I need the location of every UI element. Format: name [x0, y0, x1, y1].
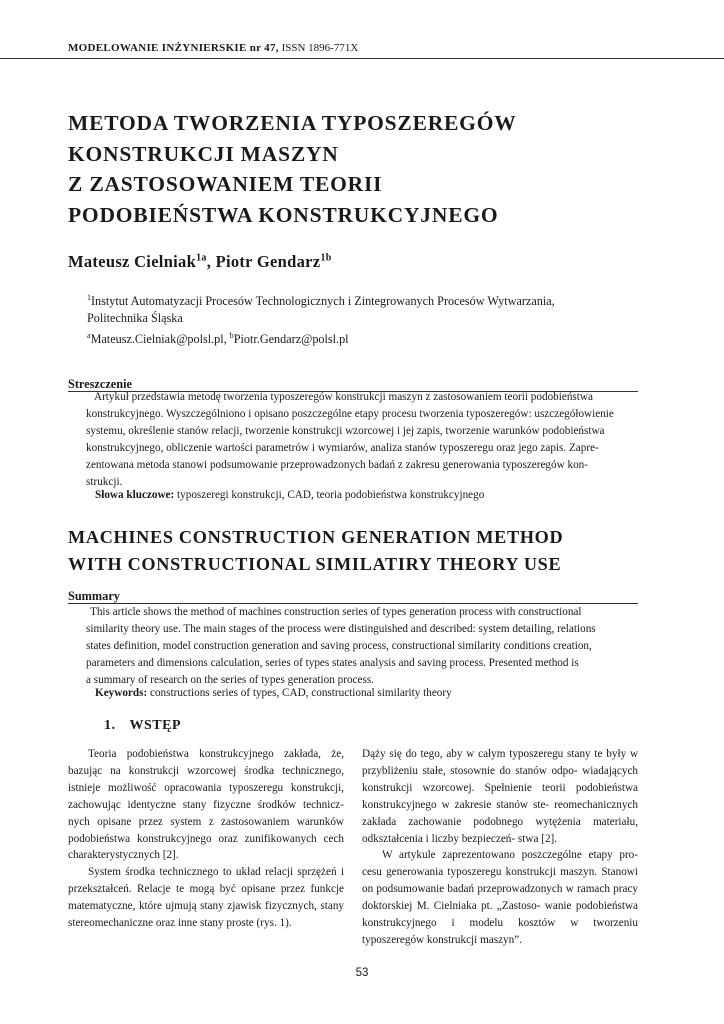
- text-line: w tworzeniu typoszeregów konstrukcji maszyn”.: [362, 917, 638, 946]
- page-number: 53: [355, 967, 369, 979]
- keywords-text: typoszeregi konstrukcji, CAD, teoria podobieństwa konstrukcyjnego: [174, 489, 485, 501]
- affiliation-mark: 1: [87, 293, 91, 302]
- paragraph: [68, 746, 344, 864]
- text-line: bazując na konstrukcji wzorcowej środka technicznego,: [68, 764, 344, 777]
- abstract-line: konstrukcyjnego. Wyszczególniono i opisano poszczególne etapy procesu tworzenia typoszeregów: uszczegółowienie: [86, 408, 614, 420]
- author-separator: ,: [206, 252, 216, 271]
- text-line: W artykule zaprezentowano poszczególne etapy pro-: [382, 849, 638, 862]
- journal-header: [68, 42, 358, 54]
- author-email[interactable]: Mateusz.Cielniak@polsl.pl,: [90, 332, 230, 347]
- summary-line: parameters and dimensions calculation, series of types states analysis and saving process. Presented method is: [86, 657, 579, 669]
- text-line: Dąży się do tego, aby w całym typoszeregu stany te: [362, 748, 603, 760]
- email-mark: b: [229, 331, 234, 341]
- paper-title: [68, 108, 668, 230]
- text-line: były w przybliżeniu stałe, stosownie do stanów odpo-: [362, 748, 639, 777]
- institute-name: Instytut Automatyzacji Procesów Technologicznych i Zintegrowanych Procesów Wytwarzania,: [91, 294, 555, 309]
- author-affiliation-mark: 1a: [196, 252, 207, 264]
- title-line: PODOBIEŃSTWA KONSTRUKCYJNEGO: [68, 202, 499, 227]
- text-line: podobieństwa konstrukcyjnego oraz zunifikowanych cech: [68, 832, 344, 845]
- affiliation-emails: [87, 327, 647, 348]
- english-title-line: MACHINES CONSTRUCTION GENERATION METHOD: [68, 527, 564, 547]
- text-line: w ramach pracy doktorskiej M. Cielniaka pt. „Zastoso-: [362, 883, 638, 913]
- streszczenie-keywords: [95, 489, 484, 501]
- text-line: wytężenia materiału, odkształcenia i liczby bezpieczeń-: [362, 815, 638, 845]
- abstract-line: Artykuł przedstawia metodę tworzenia typoszeregów konstrukcji maszyn z zastosowaniem teorii podobieństwa: [94, 391, 593, 403]
- keywords-label: Keywords:: [95, 687, 148, 699]
- paragraph: [362, 847, 638, 948]
- affiliation-institute: [87, 289, 647, 310]
- text-line: reomechanicznych zakłada zachowanie podobnego: [362, 798, 638, 828]
- text-line: fizycznych, stany stereomechaniczne oraz inne stany: [68, 900, 345, 930]
- text-line: charakterystycznych [2].: [68, 849, 179, 862]
- journal-name: MODELOWANIE INŻYNIERSKIE nr 47,: [68, 42, 279, 54]
- abstract-line: systemu, określenie stanów relacji, tworzenie konstrukcji wzorcowej i jej zapis, tworzenie warunków podobieństwa: [86, 425, 605, 437]
- text-line: wiadających konstrukcji wzorcowej. Spełnienie teorii: [362, 764, 639, 794]
- section-heading: [104, 718, 181, 734]
- title-line: METODA TWORZENIA TYPOSZEREGÓW: [68, 111, 517, 135]
- author-affiliation-mark: 1b: [320, 252, 332, 264]
- abstract-line: konstrukcyjnego, obliczenie wartości parametrów i wymiarów, analiza stanów typoszeregu oraz jego zapis. Zapre-: [86, 442, 599, 454]
- paragraph: [362, 746, 638, 847]
- paragraph: [68, 864, 344, 932]
- author-name: Piotr Gendarz: [215, 252, 321, 271]
- authors: [68, 252, 332, 272]
- summary-keywords: [95, 687, 452, 699]
- abstract-line: zentowana metoda stanowi podsumowanie przeprowadzonych badań z zakresu generowania typoszeregów kon-: [86, 459, 589, 471]
- abstract-line: strukcji.: [86, 476, 123, 488]
- affiliation-university: Politechnika Śląska: [87, 311, 183, 326]
- streszczenie-text: [86, 389, 640, 491]
- section-number: 1.: [104, 718, 116, 733]
- text-line: proste (rys. 1).: [226, 917, 292, 930]
- summary-line: a summary of research on the series of types generation process.: [86, 674, 374, 686]
- title-line: Z ZASTOSOWANIEM TEORII: [68, 172, 383, 196]
- section-title: WSTĘP: [129, 718, 182, 733]
- left-column: [68, 746, 344, 932]
- summary-line: similarity theory use. The main stages of the process were distinguished and described: system detailing, relations: [86, 623, 596, 635]
- text-line: System środka technicznego to układ relacji sprzężeń: [88, 866, 337, 879]
- title-line: KONSTRUKCJI MASZYN: [68, 141, 339, 166]
- header-divider: [0, 58, 724, 59]
- text-line: stwa [2].: [517, 832, 558, 845]
- author-email[interactable]: Piotr.Gendarz@polsl.pl: [233, 332, 349, 347]
- text-line: wanie podobieństwa konstrukcyjnego i modelu kosztów: [362, 900, 639, 930]
- text-line: i przekształceń. Relacje te mogą być opisane przez: [68, 866, 345, 896]
- streszczenie-heading: Streszczenie: [68, 377, 132, 391]
- summary-heading: Summary: [68, 589, 120, 603]
- text-line: podobieństwa konstrukcyjnego w zakresie stanów ste-: [362, 781, 639, 811]
- summary-line: states definition, model construction generation and saving process, constructional similarity conditions creation,: [86, 640, 592, 652]
- english-title: [68, 524, 668, 578]
- text-line: zachowując identyczne stany fizyczne środków technicz-: [68, 798, 344, 811]
- text-line: Stanowi on podsumowanie badań przeprowadzonych: [362, 866, 638, 896]
- journal-issn: ISSN 1896-771X: [278, 42, 359, 54]
- keywords-label: Słowa kluczowe:: [95, 489, 175, 501]
- text-line: Teoria podobieństwa konstrukcyjnego zakłada, że,: [88, 748, 344, 760]
- author-name: Mateusz Cielniak: [68, 252, 197, 271]
- text-line: funkcje matematyczne, które ujmują stany zjawisk: [68, 883, 345, 913]
- text-line: cesu generowania typoszeregu konstrukcji maszyn.: [362, 866, 598, 879]
- email-mark: a: [87, 331, 91, 341]
- text-line: nych opisane przez system z zastosowaniem warunków: [68, 815, 344, 828]
- keywords-text: constructions series of types, CAD, constructional similarity theory: [147, 687, 452, 699]
- summary-line: This article shows the method of machines construction series of types generation process with constructional: [90, 606, 582, 618]
- summary-text: [86, 604, 640, 689]
- text-line: istnieje możliwość opracowania typoszeregu konstrukcji,: [68, 781, 344, 794]
- english-title-line: WITH CONSTRUCTIONAL SIMILATIRY THEORY USE: [68, 554, 562, 574]
- right-column: [362, 746, 638, 949]
- affiliation: [87, 289, 647, 348]
